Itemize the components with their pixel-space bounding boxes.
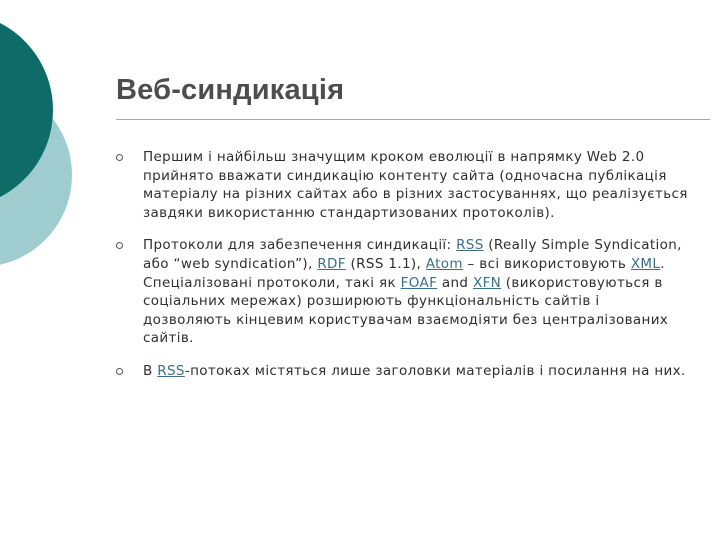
slide-title: Веб-синдикація — [116, 74, 345, 106]
text-segment: and — [437, 274, 473, 291]
text-segment: В — [143, 362, 158, 379]
link-rss[interactable]: RSS — [157, 362, 185, 379]
link-atom[interactable]: Atom — [425, 255, 463, 272]
bullet-circle-icon — [116, 368, 123, 375]
bullet-circle-icon — [116, 154, 123, 161]
text-segment: (використовуються в соціальних мережах) розширюють функціональність сайтів і дозволяють кінцевим користувачам взаємодіяти без централізованих сайтів. — [143, 274, 669, 347]
link-xml[interactable]: XML — [630, 255, 661, 272]
bullet-item — [116, 362, 688, 381]
bullet-circle-icon — [116, 242, 123, 249]
text-segment: – всі використовують — [462, 255, 631, 272]
bullet-text — [143, 237, 682, 346]
text-segment: (Really Simple Syndication, або “web syndication”), — [143, 237, 682, 272]
text-segment: . Спеціалізовані протоколи, такі як — [143, 255, 665, 291]
title-divider — [116, 119, 710, 120]
link-rdf[interactable]: RDF — [317, 255, 346, 272]
bullet-item — [116, 236, 688, 348]
bullet-text — [143, 149, 688, 221]
text-segment: Протоколи для забезпечення синдикації: — [143, 237, 457, 254]
bullet-text — [143, 363, 686, 379]
link-foaf[interactable]: FOAF — [400, 274, 438, 291]
text-segment: -потоках містяться лише заголовки матеріалів і посилання на них. — [184, 362, 686, 379]
link-rss[interactable]: RSS — [456, 237, 484, 254]
bullet-item — [116, 148, 688, 222]
decorative-circles — [0, 0, 110, 300]
text-segment: Першим і найбільш значущим кроком еволюції в напрямку Web 2.0 прийнято вважати синдикацію контенту сайта (одночасна публікація матеріалу на різних сайтах або в різних застосуваннях, що реалізується завдяки використанню стандартизованих протоколів). — [143, 149, 688, 221]
bullet-list — [116, 148, 688, 395]
link-xfn[interactable]: XFN — [472, 274, 502, 291]
text-segment: (RSS 1.1), — [345, 255, 426, 272]
